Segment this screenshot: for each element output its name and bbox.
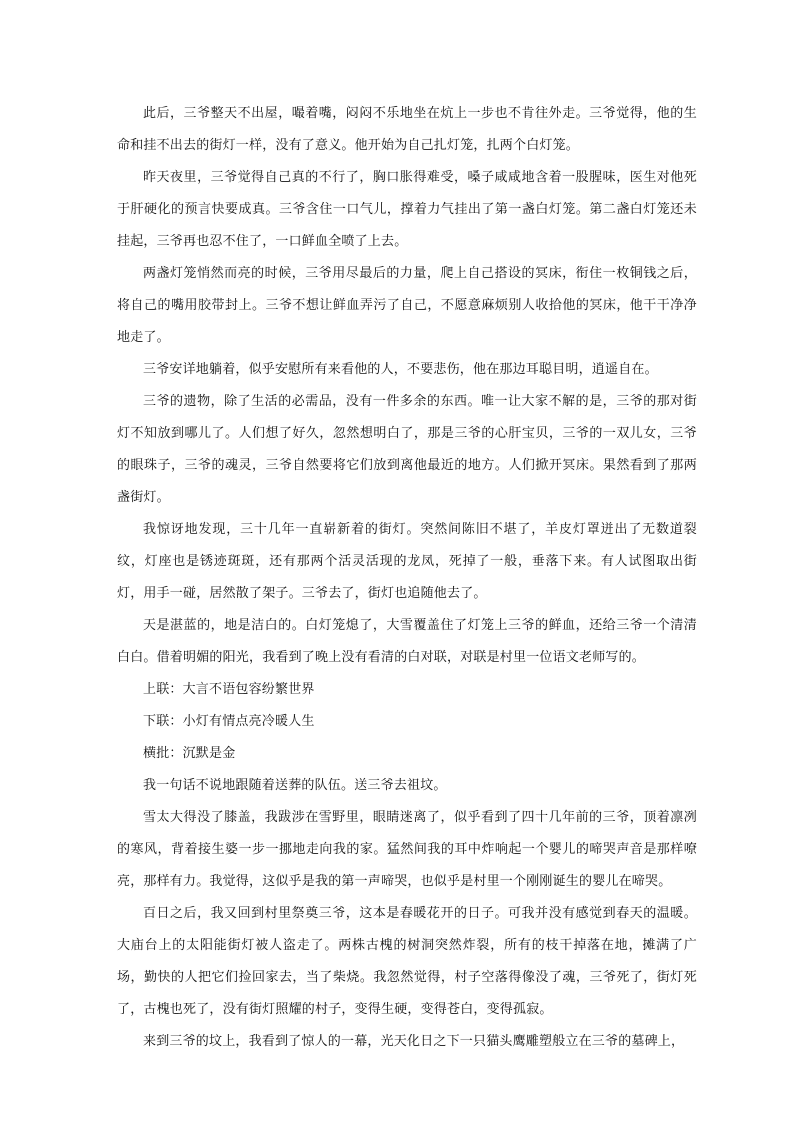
paragraph: 我一句话不说地跟随着送葬的队伍。送三爷去祖坟。 — [143, 778, 447, 793]
paragraph: 三爷安详地躺着，似乎安慰所有来看他的人，不要悲伤，他在那边耳聪目明，逍遥自在。 — [143, 362, 658, 377]
paragraph: 此后，三爷整天不出屋，嘬着嘴，闷闷不乐地坐在炕上一步也不肯往外走。三爷觉得，他的生命和挂不出去的街灯一样，没有了意义。他开始为自己扎灯笼，扎两个白灯笼。 — [117, 106, 697, 153]
paragraph: 百日之后，我又回到村里祭奠三爷，这本是春暖花开的日子。可我并没有感觉到春天的温暖。大庙台上的太阳能街灯被人盗走了。两株古槐的树洞突然炸裂，所有的枝干掉落在地，摊满了广场，勤快的人把它们捡回家去，当了柴烧。我忽然觉得，村子空落得像没了魂，三爷死了，街灯死了，古槐也死了，没有街灯照耀的村子，变得生硬，变得苍白，变得孤寂。 — [117, 906, 697, 1017]
couplet-lower-line: 下联：小灯有情点亮冷暖人生 — [143, 714, 315, 729]
paragraph: 昨天夜里，三爷觉得自己真的不行了，胸口胀得难受，嗓子咸咸地含着一股腥味，医生对他死于肝硬化的预言快要成真。三爷含住一口气儿，撑着力气挂出了第一盏白灯笼。第二盏白灯笼还未挂起，三爷再也忍不住了，一口鲜血全喷了上去。 — [117, 170, 697, 249]
couplet-upper-line: 上联：大言不语包容纷繁世界 — [143, 682, 315, 697]
paragraph: 我惊讶地发现，三十几年一直崭新着的街灯。突然间陈旧不堪了，羊皮灯罩迸出了无数道裂纹，灯座也是锈迹斑斑，还有那两个活灵活现的龙凤，死掉了一般，垂落下来。有人试图取出街灯，用手一碰，居然散了架子。三爷去了，街灯也追随他去了。 — [117, 522, 697, 601]
paragraph: 三爷的遗物，除了生活的必需品，没有一件多余的东西。唯一让大家不解的是，三爷的那对街灯不知放到哪儿了。人们想了好久，忽然想明白了，那是三爷的心肝宝贝，三爷的一双儿女，三爷的眼珠子，三爷的魂灵，三爷自然要将它们放到离他最近的地方。人们掀开冥床。果然看到了那两盏街灯。 — [117, 394, 697, 505]
paragraph: 两盏灯笼悄然而亮的时候，三爷用尽最后的力量，爬上自己搭设的冥床，衔住一枚铜钱之后，将自己的嘴用胶带封上。三爷不想让鲜血弄污了自己，不愿意麻烦别人收拾他的冥床，他干干净净地走了。 — [117, 266, 697, 345]
couplet-banner: 横批：沉默是金 — [143, 746, 236, 761]
paragraph: 天是湛蓝的，地是洁白的。白灯笼熄了，大雪覆盖住了灯笼上三爷的鲜血，还给三爷一个清清白白。借着明媚的阳光，我看到了晚上没有看清的白对联，对联是村里一位语文老师写的。 — [117, 618, 697, 665]
article-body — [117, 98, 697, 1058]
paragraph: 来到三爷的坟上，我看到了惊人的一幕，光天化日之下一只猫头鹰雕塑般立在三爷的墓碑上， — [143, 1034, 685, 1049]
paragraph: 雪太大得没了膝盖，我跋涉在雪野里，眼睛迷离了，似乎看到了四十几年前的三爷，顶着凛冽的寒风，背着接生婆一步一挪地走向我的家。猛然间我的耳中炸响起一个婴儿的啼哭声音是那样嘹亮，那样有力。我觉得，这似乎是我的第一声啼哭，也似乎是村里一个刚刚诞生的婴儿在啼哭。 — [117, 810, 697, 889]
